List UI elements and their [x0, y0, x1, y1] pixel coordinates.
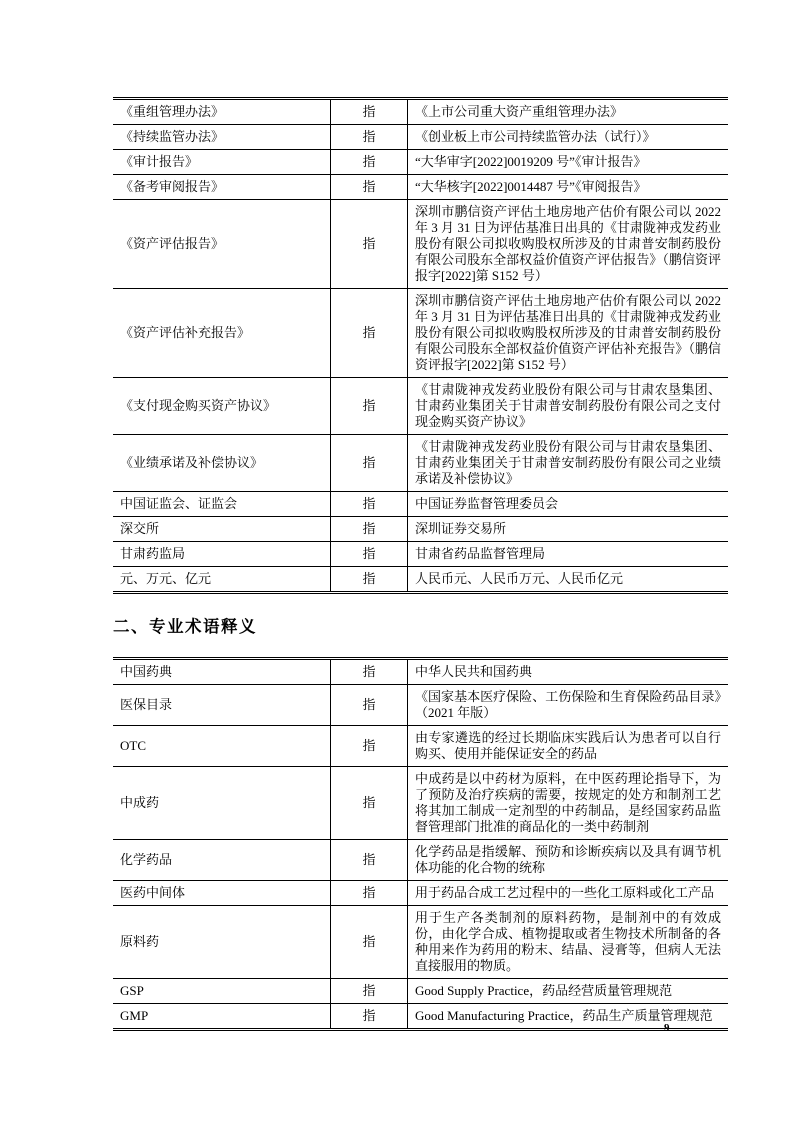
table-row: [113, 906, 728, 979]
indicator-cell: 指: [331, 378, 408, 435]
term-cell: 《资产评估报告》: [113, 200, 331, 289]
page-number: 9: [664, 1022, 670, 1034]
indicator-cell: 指: [331, 125, 408, 150]
term-cell: 原料药: [113, 906, 331, 979]
term-cell: 医保目录: [113, 685, 331, 726]
indicator-cell: 指: [331, 492, 408, 517]
indicator-cell: 指: [331, 567, 408, 593]
section-heading: 二、专业术语释义: [113, 618, 257, 636]
definitions-table: [113, 97, 728, 594]
indicator-cell: 指: [331, 175, 408, 200]
table-row: [113, 567, 728, 593]
table-row: [113, 125, 728, 150]
definition-cell: 甘肃省药品监督管理局: [408, 542, 729, 567]
indicator-cell: 指: [331, 200, 408, 289]
indicator-cell: 指: [331, 979, 408, 1004]
term-cell: 医药中间体: [113, 881, 331, 906]
indicator-cell: 指: [331, 881, 408, 906]
document-content: [113, 97, 721, 1031]
definition-cell: 化学药品是指缓解、预防和诊断疾病以及具有调节机体功能的化合物的统称: [408, 840, 729, 881]
table-row: [113, 881, 728, 906]
definition-cell: 《甘肃陇神戎发药业股份有限公司与甘肃农垦集团、甘肃药业集团关于甘肃普安制药股份有限公司之支付现金购买资产协议》: [408, 378, 729, 435]
indicator-cell: 指: [331, 435, 408, 492]
definition-cell: 《甘肃陇神戎发药业股份有限公司与甘肃农垦集团、甘肃药业集团关于甘肃普安制药股份有限公司之业绩承诺及补偿协议》: [408, 435, 729, 492]
term-cell: GSP: [113, 979, 331, 1004]
definition-cell: 《上市公司重大资产重组管理办法》: [408, 99, 729, 125]
term-cell: 中成药: [113, 767, 331, 840]
term-cell: 《资产评估补充报告》: [113, 289, 331, 378]
definition-cell: 用于生产各类制剂的原料药物，是制剂中的有效成份，由化学合成、植物提取或者生物技术所制备的各种用来作为药用的粉末、结晶、浸膏等，但病人无法直接服用的物质。: [408, 906, 729, 979]
table-row: [113, 492, 728, 517]
term-cell: 《备考审阅报告》: [113, 175, 331, 200]
table-row: [113, 378, 728, 435]
definition-cell: Good Manufacturing Practice，药品生产质量管理规范: [408, 1004, 729, 1030]
definition-cell: 用于药品合成工艺过程中的一些化工原料或化工产品: [408, 881, 729, 906]
table-row: [113, 175, 728, 200]
term-cell: 化学药品: [113, 840, 331, 881]
definition-cell: 深圳证券交易所: [408, 517, 729, 542]
definitions-table-body: [113, 99, 728, 593]
term-cell: GMP: [113, 1004, 331, 1030]
table-row: [113, 840, 728, 881]
term-cell: 《业绩承诺及补偿协议》: [113, 435, 331, 492]
table-row: [113, 659, 728, 685]
definition-cell: 中国证券监督管理委员会: [408, 492, 729, 517]
table-row: [113, 99, 728, 125]
table-row: [113, 767, 728, 840]
term-cell: 《重组管理办法》: [113, 99, 331, 125]
term-cell: OTC: [113, 726, 331, 767]
definition-cell: 深圳市鹏信资产评估土地房地产估价有限公司以 2022 年 3 月 31 日为评估基准日出具的《甘肃陇神戎发药业股份有限公司拟收购股权所涉及的甘肃普安制药股份有限公司股东全部权益价值资产评估报告》（鹏信资评报字[2022]第 S152 号）: [408, 200, 729, 289]
indicator-cell: 指: [331, 726, 408, 767]
indicator-cell: 指: [331, 1004, 408, 1030]
indicator-cell: 指: [331, 840, 408, 881]
table-row: [113, 542, 728, 567]
indicator-cell: 指: [331, 659, 408, 685]
terms-table: [113, 657, 728, 1031]
indicator-cell: 指: [331, 542, 408, 567]
definition-cell: “大华审字[2022]0019209 号”《审计报告》: [408, 150, 729, 175]
term-cell: 《审计报告》: [113, 150, 331, 175]
table-row: [113, 979, 728, 1004]
indicator-cell: 指: [331, 289, 408, 378]
term-cell: 深交所: [113, 517, 331, 542]
definition-cell: 人民币元、人民币万元、人民币亿元: [408, 567, 729, 593]
term-cell: 甘肃药监局: [113, 542, 331, 567]
definition-cell: 中华人民共和国药典: [408, 659, 729, 685]
table-row: [113, 289, 728, 378]
term-cell: 元、万元、亿元: [113, 567, 331, 593]
definition-cell: 《国家基本医疗保险、工伤保险和生育保险药品目录》（2021 年版）: [408, 685, 729, 726]
indicator-cell: 指: [331, 767, 408, 840]
term-cell: 《持续监管办法》: [113, 125, 331, 150]
indicator-cell: 指: [331, 99, 408, 125]
indicator-cell: 指: [331, 685, 408, 726]
term-cell: 《支付现金购买资产协议》: [113, 378, 331, 435]
definition-cell: 由专家遴选的经过长期临床实践后认为患者可以自行购买、使用并能保证安全的药品: [408, 726, 729, 767]
table-row: [113, 150, 728, 175]
indicator-cell: 指: [331, 517, 408, 542]
term-cell: 中国证监会、证监会: [113, 492, 331, 517]
definition-cell: Good Supply Practice，药品经营质量管理规范: [408, 979, 729, 1004]
term-cell: 中国药典: [113, 659, 331, 685]
definition-cell: “大华核字[2022]0014487 号”《审阅报告》: [408, 175, 729, 200]
indicator-cell: 指: [331, 906, 408, 979]
table-row: [113, 1004, 728, 1030]
definition-cell: 《创业板上市公司持续监管办法（试行）》: [408, 125, 729, 150]
table-row: [113, 726, 728, 767]
indicator-cell: 指: [331, 150, 408, 175]
definition-cell: 中成药是以中药材为原料，在中医药理论指导下，为了预防及治疗疾病的需要，按规定的处方和制剂工艺将其加工制成一定剂型的中药制品，是经国家药品监督管理部门批准的商品化的一类中药制剂: [408, 767, 729, 840]
table-row: [113, 435, 728, 492]
terms-table-body: [113, 659, 728, 1030]
table-row: [113, 517, 728, 542]
table-row: [113, 200, 728, 289]
table-row: [113, 685, 728, 726]
definition-cell: 深圳市鹏信资产评估土地房地产估价有限公司以 2022 年 3 月 31 日为评估基准日出具的《甘肃陇神戎发药业股份有限公司拟收购股权所涉及的甘肃普安制药股份有限公司股东全部权益价值资产评估补充报告》（鹏信资评报字[2022]第 S152 号）: [408, 289, 729, 378]
